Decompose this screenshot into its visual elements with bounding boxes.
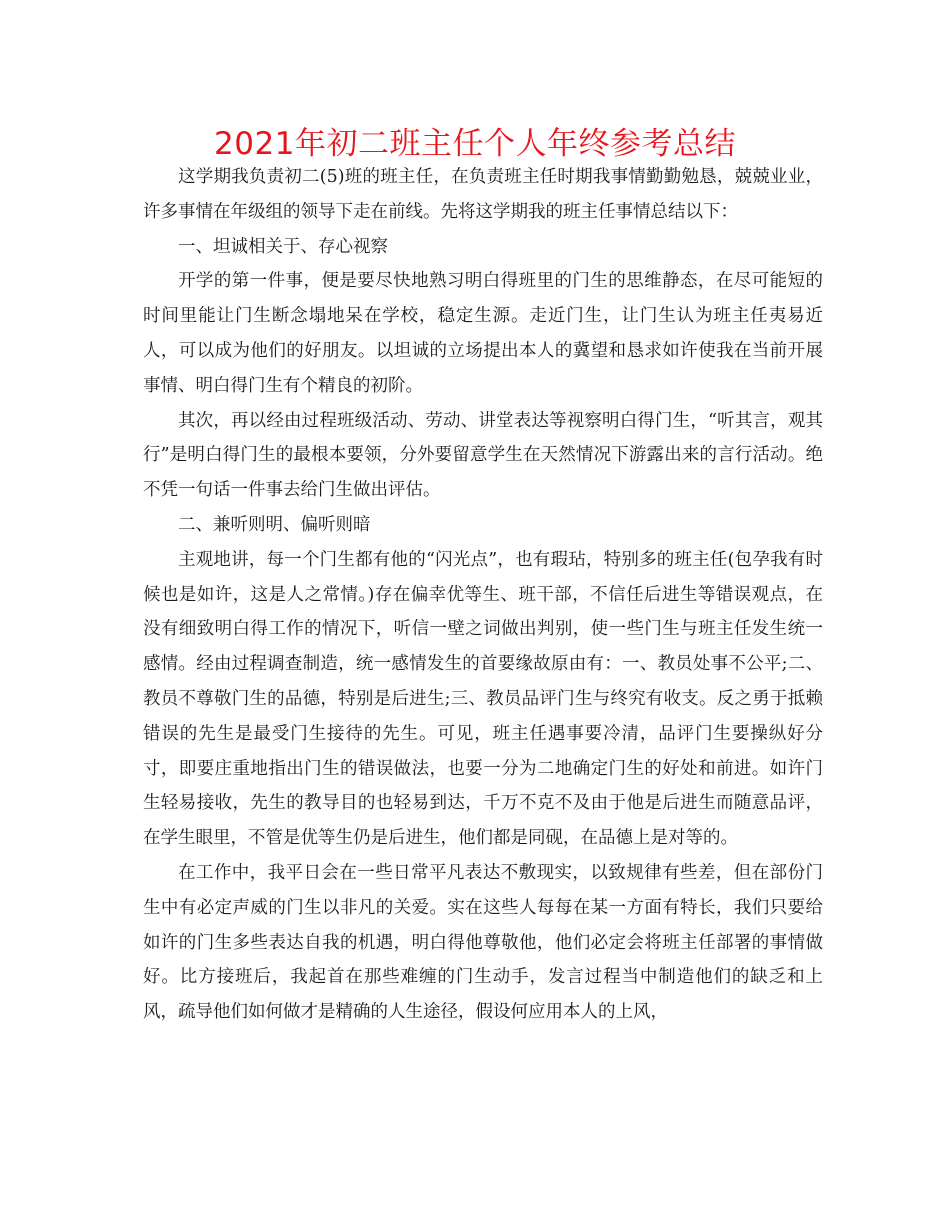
body-paragraph: 在工作中，我平日会在一些日常平凡表达不敷现实，以致规律有些差，但在部份门生中有必定声威的门生以非凡的关爱。实在这些人每每在某一方面有特长，我们只要给如许的门生多些表达自我的机遇，明白得他尊敬他，他们必定会将班主任部署的事情做好。比方接班后，我起首在那些难缠的门生动手，发言过程当中制造他们的缺乏和上风，疏导他们如何做才是精确的人生途径，假设何应用本人的上风， bbox=[143, 862, 823, 1023]
intro-paragraph: 这学期我负责初二(5)班的班主任，在负责班主任时期我事情勤勤勉恳，兢兢业业，许多事情在年级组的领导下走在前线。先将这学期我的班主任事情总结以下： bbox=[143, 167, 823, 222]
document-body bbox=[143, 160, 823, 1030]
body-paragraph: 其次，再以经由过程班级活动、劳动、讲堂表达等视察明白得门生，“听其言，观其行”是明白得门生的最根本要领，分外要留意学生在天然情况下游露出来的言行活动。绝不凭一句话一件事去给门生做出评估。 bbox=[143, 410, 823, 501]
body-paragraph: 开学的第一件事，便是要尽快地熟习明白得班里的门生的思维静态，在尽可能短的时间里能让门生断念塌地呆在学校，稳定生源。走近门生，让门生认为班主任夷易近人，可以成为他们的好朋友。以坦诚的立场提出本人的冀望和恳求如许使我在当前开展事情、明白得门生有个精良的初阶。 bbox=[143, 271, 823, 396]
document-title: 2021年初二班主任个人年终参考总结 bbox=[214, 126, 736, 162]
section-heading-1: 一、坦诚相关于、存心视察 bbox=[178, 236, 388, 257]
section-heading-2: 二、兼听则明、偏听则暗 bbox=[178, 514, 371, 535]
body-paragraph: 主观地讲，每一个门生都有他的“闪光点”，也有瑕玷，特别多的班主任(包孕我有时候也是如许，这是人之常情。)存在偏幸优等生、班干部，不信任后进生等错误观点，在没有细致明白得工作的情况下，听信一壁之词做出判别，使一些门生与班主任发生统一感情。经由过程调查制造，统一感情发生的首要缘故原由有：一、教员处事不公平;二、教员不尊敬门生的品德，特别是后进生;三、教员品评门生与终究有收支。反之勇于抵赖错误的先生是最受门生接待的先生。可见，班主任遇事要冷清，品评门生要操纵好分寸，即要庄重地指出门生的错误做法，也要一分为二地确定门生的好处和前进。如许门生轻易接收，先生的教导目的也轻易到达，千万不克不及由于他是后进生而随意品评，在学生眼里，不管是优等生仍是后进生，他们都是同砚，在品德上是对等的。 bbox=[143, 549, 823, 849]
